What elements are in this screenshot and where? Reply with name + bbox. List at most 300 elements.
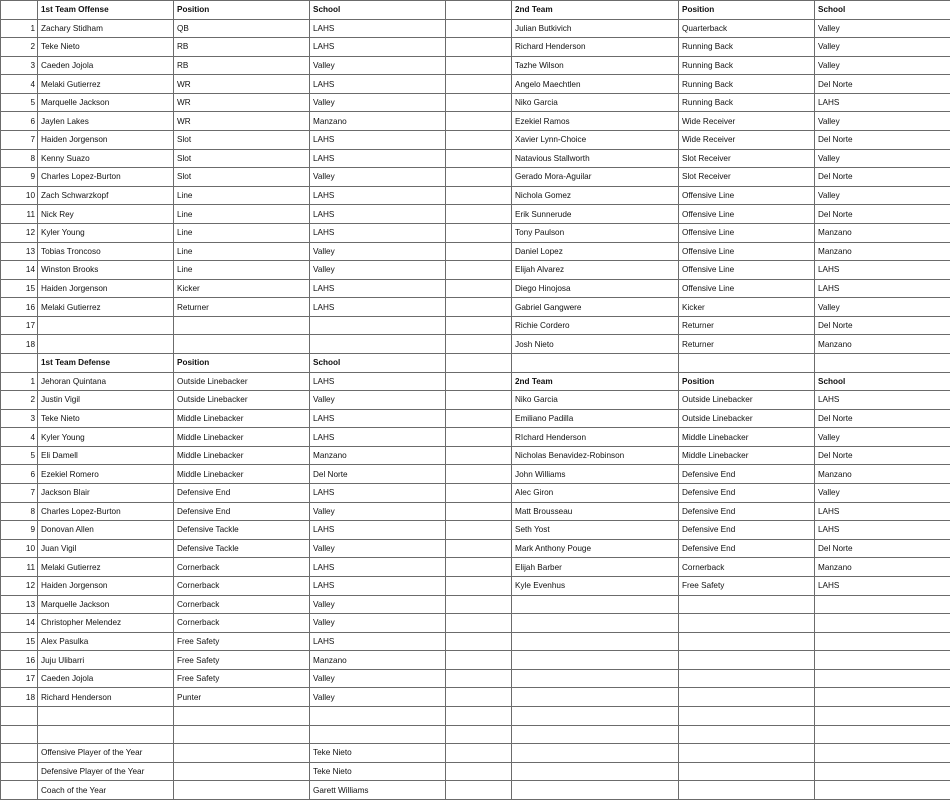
empty-cell <box>446 762 512 781</box>
sheet-row <box>1 149 950 168</box>
sheet-row <box>1 558 950 577</box>
empty-cell <box>446 38 512 57</box>
defense-player-name: Donovan Allen <box>38 521 174 540</box>
empty-cell <box>446 484 512 503</box>
empty-cell <box>512 762 679 781</box>
empty-cell <box>679 353 815 372</box>
sheet-row <box>1 725 950 744</box>
empty-cell <box>446 428 512 447</box>
defense-player-position: Middle Linebacker <box>174 409 310 428</box>
offense2-player-position: Wide Receiver <box>679 112 815 131</box>
offense-position-header: Position <box>174 1 310 20</box>
offense-player-position: RB <box>174 38 310 57</box>
offense2-player-school: Valley <box>815 149 950 168</box>
empty-cell <box>446 446 512 465</box>
offense2-player-school: Valley <box>815 112 950 131</box>
offense-player-name <box>38 335 174 354</box>
offense2-player-position: Slot Receiver <box>679 168 815 187</box>
empty-cell <box>446 725 512 744</box>
empty-cell <box>174 706 310 725</box>
row-number: 12 <box>1 576 38 595</box>
sheet-row <box>1 279 950 298</box>
empty-cell <box>512 706 679 725</box>
row-number: 14 <box>1 261 38 280</box>
sheet-row <box>1 93 950 112</box>
offense2-position-header: Position <box>679 1 815 20</box>
empty-cell <box>1 744 38 763</box>
offense2-player-position: Offensive Line <box>679 186 815 205</box>
row-number: 18 <box>1 335 38 354</box>
empty-cell <box>512 614 679 633</box>
offense-player-position: Line <box>174 186 310 205</box>
offense-player-name: Haiden Jorgenson <box>38 279 174 298</box>
offense2-player-name: Gabriel Gangwere <box>512 298 679 317</box>
sheet-body <box>1 1 950 800</box>
empty-cell <box>174 781 310 800</box>
defense-player-school: Valley <box>310 502 446 521</box>
sheet-row <box>1 19 950 38</box>
sheet-row <box>1 56 950 75</box>
offense2-player-position: Running Back <box>679 75 815 94</box>
empty-cell <box>38 706 174 725</box>
empty-cell <box>446 223 512 242</box>
empty-cell <box>446 75 512 94</box>
defense-player-name: Justin Vigil <box>38 391 174 410</box>
defense-player-position: Cornerback <box>174 614 310 633</box>
defense-player-school: Valley <box>310 669 446 688</box>
sheet-row <box>1 372 950 391</box>
offense-player-name: Haiden Jorgenson <box>38 131 174 150</box>
offense2-player-position: Offensive Line <box>679 261 815 280</box>
defense2-player-position: Middle Linebacker <box>679 446 815 465</box>
empty-cell <box>446 242 512 261</box>
empty-cell <box>446 576 512 595</box>
empty-cell <box>446 168 512 187</box>
offense2-player-name: Nichola Gomez <box>512 186 679 205</box>
sheet-row <box>1 428 950 447</box>
empty-cell <box>1 725 38 744</box>
row-number: 17 <box>1 669 38 688</box>
offense2-player-name: Xavier Lynn-Choice <box>512 131 679 150</box>
empty-cell <box>679 632 815 651</box>
defense-player-school: Valley <box>310 391 446 410</box>
defense-player-school: Manzano <box>310 446 446 465</box>
offense-player-school: Valley <box>310 168 446 187</box>
empty-cell <box>679 744 815 763</box>
empty-cell <box>815 688 950 707</box>
row-number: 1 <box>1 372 38 391</box>
offense2-player-name: Ezekiel Ramos <box>512 112 679 131</box>
defense2-player-school: LAHS <box>815 502 950 521</box>
sheet-row <box>1 391 950 410</box>
offense-player-name: Marquelle Jackson <box>38 93 174 112</box>
empty-cell <box>38 725 174 744</box>
row-number: 16 <box>1 651 38 670</box>
empty-cell <box>512 669 679 688</box>
offense2-player-position: Kicker <box>679 298 815 317</box>
offense2-player-school: Del Norte <box>815 205 950 224</box>
empty-cell <box>174 762 310 781</box>
award-label: Coach of the Year <box>38 781 174 800</box>
row-number: 10 <box>1 539 38 558</box>
offense2-player-position: Wide Receiver <box>679 131 815 150</box>
defense-player-school: LAHS <box>310 632 446 651</box>
sheet-row <box>1 223 950 242</box>
award-winner: Garett Williams <box>310 781 446 800</box>
defense-player-school: LAHS <box>310 576 446 595</box>
empty-cell <box>174 725 310 744</box>
row-number: 2 <box>1 391 38 410</box>
row-number: 16 <box>1 298 38 317</box>
sheet-row <box>1 75 950 94</box>
sheet-row <box>1 186 950 205</box>
defense-player-position: Free Safety <box>174 651 310 670</box>
offense2-player-school: Del Norte <box>815 316 950 335</box>
row-number: 13 <box>1 242 38 261</box>
defense-player-position: Outside Linebacker <box>174 391 310 410</box>
offense2-player-position: Offensive Line <box>679 242 815 261</box>
offense2-player-name: Gerado Mora-Aguilar <box>512 168 679 187</box>
empty-cell <box>446 19 512 38</box>
defense2-position-header: Position <box>679 372 815 391</box>
defense-player-name: Richard Henderson <box>38 688 174 707</box>
defense2-player-name: Elijah Barber <box>512 558 679 577</box>
offense2-player-school: Del Norte <box>815 131 950 150</box>
defense-player-school: LAHS <box>310 409 446 428</box>
defense2-player-school: Del Norte <box>815 446 950 465</box>
sheet-row <box>1 316 950 335</box>
defense-player-position: Defensive Tackle <box>174 521 310 540</box>
empty-cell <box>815 614 950 633</box>
row-number: 3 <box>1 56 38 75</box>
offense2-player-school: Manzano <box>815 223 950 242</box>
empty-cell <box>679 614 815 633</box>
sheet-row <box>1 446 950 465</box>
offense-player-school: LAHS <box>310 38 446 57</box>
defense-player-school: Manzano <box>310 651 446 670</box>
empty-cell <box>446 316 512 335</box>
offense2-player-school: Del Norte <box>815 168 950 187</box>
offense2-player-name: Richard Henderson <box>512 38 679 57</box>
defense2-player-position: Cornerback <box>679 558 815 577</box>
defense-player-name: Eli Damell <box>38 446 174 465</box>
defense-player-name: Alex Pasulka <box>38 632 174 651</box>
offense-player-name: Jaylen Lakes <box>38 112 174 131</box>
offense2-player-position: Slot Receiver <box>679 149 815 168</box>
row-number: 15 <box>1 632 38 651</box>
offense-player-position: WR <box>174 93 310 112</box>
sheet-row <box>1 1 950 20</box>
sheet-row <box>1 502 950 521</box>
defense-player-position: Punter <box>174 688 310 707</box>
offense2-player-school: LAHS <box>815 279 950 298</box>
defense2-player-name: Matt Brousseau <box>512 502 679 521</box>
offense-player-school <box>310 316 446 335</box>
sheet-row <box>1 576 950 595</box>
offense-player-position: Slot <box>174 149 310 168</box>
offense2-player-position: Offensive Line <box>679 223 815 242</box>
offense-player-position: Line <box>174 242 310 261</box>
award-winner: Teke Nieto <box>310 762 446 781</box>
defense2-player-name: Nicholas Benavidez-Robinson <box>512 446 679 465</box>
sheet-row <box>1 484 950 503</box>
empty-cell <box>446 539 512 558</box>
defense-player-name: Juan Vigil <box>38 539 174 558</box>
defense-position-header: Position <box>174 353 310 372</box>
defense2-player-name: Niko Garcia <box>512 391 679 410</box>
offense-player-name <box>38 316 174 335</box>
empty-cell <box>446 372 512 391</box>
row-number: 5 <box>1 93 38 112</box>
offense2-player-position: Running Back <box>679 93 815 112</box>
offense-player-school: LAHS <box>310 223 446 242</box>
defense2-player-position: Defensive End <box>679 521 815 540</box>
offense-player-name: Melaki Gutierrez <box>38 75 174 94</box>
empty-cell <box>446 465 512 484</box>
defense-player-school: Valley <box>310 688 446 707</box>
sheet-row <box>1 744 950 763</box>
defense-player-school: Valley <box>310 614 446 633</box>
offense2-player-school: Valley <box>815 19 950 38</box>
empty-cell <box>815 353 950 372</box>
sheet-row <box>1 168 950 187</box>
offense-player-position <box>174 316 310 335</box>
empty-cell <box>446 409 512 428</box>
empty-cell <box>679 595 815 614</box>
sheet-row <box>1 614 950 633</box>
defense2-player-name: Seth Yost <box>512 521 679 540</box>
offense2-player-school: Manzano <box>815 335 950 354</box>
empty-cell <box>679 762 815 781</box>
offense-player-name: Kenny Suazo <box>38 149 174 168</box>
empty-cell <box>815 762 950 781</box>
sheet-row <box>1 38 950 57</box>
award-label: Defensive Player of the Year <box>38 762 174 781</box>
defense2-player-name: Emiliano Padilla <box>512 409 679 428</box>
offense-school-header: School <box>310 1 446 20</box>
sheet-row <box>1 205 950 224</box>
offense-player-position: Line <box>174 205 310 224</box>
row-number: 13 <box>1 595 38 614</box>
offense-title: 1st Team Offense <box>38 1 174 20</box>
defense-player-position: Middle Linebacker <box>174 428 310 447</box>
offense-player-school: LAHS <box>310 186 446 205</box>
empty-cell <box>512 353 679 372</box>
empty-cell <box>815 744 950 763</box>
row-number: 10 <box>1 186 38 205</box>
defense-player-school: LAHS <box>310 558 446 577</box>
defense2-player-name: Kyle Evenhus <box>512 576 679 595</box>
empty-cell <box>446 205 512 224</box>
offense-player-name: Melaki Gutierrez <box>38 298 174 317</box>
offense-player-school: LAHS <box>310 75 446 94</box>
sheet-row <box>1 112 950 131</box>
defense-player-name: Jehoran Quintana <box>38 372 174 391</box>
empty-cell <box>446 261 512 280</box>
empty-cell <box>446 558 512 577</box>
award-label: Offensive Player of the Year <box>38 744 174 763</box>
defense2-player-position: Middle Linebacker <box>679 428 815 447</box>
offense2-player-school: Del Norte <box>815 75 950 94</box>
row-number: 9 <box>1 521 38 540</box>
defense-player-position: Cornerback <box>174 595 310 614</box>
offense-player-position: WR <box>174 75 310 94</box>
offense2-player-position: Returner <box>679 316 815 335</box>
offense2-player-name: Diego Hinojosa <box>512 279 679 298</box>
offense-player-school <box>310 335 446 354</box>
defense2-player-school: LAHS <box>815 521 950 540</box>
empty-cell <box>446 688 512 707</box>
offense-player-position: RB <box>174 56 310 75</box>
offense-player-school: Valley <box>310 261 446 280</box>
row-number: 12 <box>1 223 38 242</box>
defense2-player-name: John Williams <box>512 465 679 484</box>
row-number: 4 <box>1 428 38 447</box>
row-number: 11 <box>1 205 38 224</box>
offense2-player-school: Valley <box>815 298 950 317</box>
sheet-row <box>1 242 950 261</box>
defense-player-position: Free Safety <box>174 669 310 688</box>
empty-cell <box>815 781 950 800</box>
empty-cell <box>512 781 679 800</box>
defense-player-name: Haiden Jorgenson <box>38 576 174 595</box>
offense2-player-name: Tony Paulson <box>512 223 679 242</box>
offense-player-position: Returner <box>174 298 310 317</box>
offense2-player-position: Returner <box>679 335 815 354</box>
offense2-player-name: Niko Garcia <box>512 93 679 112</box>
sheet-row <box>1 335 950 354</box>
row-number: 8 <box>1 149 38 168</box>
defense-player-position: Defensive End <box>174 484 310 503</box>
empty-cell <box>815 632 950 651</box>
empty-cell <box>446 781 512 800</box>
offense-player-position: Slot <box>174 131 310 150</box>
empty-cell <box>310 706 446 725</box>
offense2-player-school: LAHS <box>815 93 950 112</box>
offense2-player-position: Offensive Line <box>679 279 815 298</box>
empty-cell <box>815 595 950 614</box>
offense-player-position: QB <box>174 19 310 38</box>
offense2-player-name: Erik Sunnerude <box>512 205 679 224</box>
empty-cell <box>679 781 815 800</box>
offense-player-name: Zachary Stidham <box>38 19 174 38</box>
empty-cell <box>1 762 38 781</box>
empty-cell <box>446 502 512 521</box>
defense-player-position: Middle Linebacker <box>174 446 310 465</box>
offense2-player-name: Daniel Lopez <box>512 242 679 261</box>
defense-player-school: LAHS <box>310 484 446 503</box>
empty-cell <box>446 186 512 205</box>
empty-cell <box>446 521 512 540</box>
defense2-player-school: Valley <box>815 428 950 447</box>
offense2-player-name: Richie Cordero <box>512 316 679 335</box>
empty-cell <box>446 93 512 112</box>
offense-player-position: Line <box>174 223 310 242</box>
defense2-player-position: Outside Linebacker <box>679 409 815 428</box>
sheet-row <box>1 688 950 707</box>
offense2-player-school: Valley <box>815 38 950 57</box>
defense-player-position: Free Safety <box>174 632 310 651</box>
offense2-player-name: Julian Butkivich <box>512 19 679 38</box>
empty-cell <box>815 725 950 744</box>
empty-cell <box>446 651 512 670</box>
empty-cell <box>679 651 815 670</box>
defense-player-position: Cornerback <box>174 558 310 577</box>
empty-cell <box>446 335 512 354</box>
defense-player-school: LAHS <box>310 372 446 391</box>
row-number: 6 <box>1 112 38 131</box>
sheet-row <box>1 539 950 558</box>
sheet-row <box>1 706 950 725</box>
defense-player-position: Defensive End <box>174 502 310 521</box>
empty-cell <box>446 744 512 763</box>
sheet-row <box>1 131 950 150</box>
defense-title: 1st Team Defense <box>38 353 174 372</box>
row-number: 18 <box>1 688 38 707</box>
sheet-row <box>1 669 950 688</box>
sheet-row <box>1 595 950 614</box>
offense-player-name: Tobias Troncoso <box>38 242 174 261</box>
defense2-player-school: Del Norte <box>815 539 950 558</box>
offense-player-name: Nick Rey <box>38 205 174 224</box>
defense-player-school: Valley <box>310 539 446 558</box>
empty-cell <box>512 688 679 707</box>
empty-cell <box>679 725 815 744</box>
defense2-player-position: Outside Linebacker <box>679 391 815 410</box>
empty-cell <box>512 725 679 744</box>
empty-cell <box>446 391 512 410</box>
defense2-player-school: LAHS <box>815 391 950 410</box>
offense-player-position: WR <box>174 112 310 131</box>
offense2-title: 2nd Team <box>512 1 679 20</box>
offense2-player-position: Offensive Line <box>679 205 815 224</box>
row-number: 6 <box>1 465 38 484</box>
offense-player-school: Valley <box>310 242 446 261</box>
empty-cell <box>446 131 512 150</box>
offense-player-school: LAHS <box>310 279 446 298</box>
defense2-player-school: Manzano <box>815 558 950 577</box>
row-number: 9 <box>1 168 38 187</box>
defense-player-position: Defensive Tackle <box>174 539 310 558</box>
offense2-player-school: Valley <box>815 56 950 75</box>
empty-cell <box>679 688 815 707</box>
empty-cell <box>446 353 512 372</box>
empty-cell <box>1 781 38 800</box>
offense-player-name: Caeden Jojola <box>38 56 174 75</box>
offense-player-school: LAHS <box>310 19 446 38</box>
empty-cell <box>446 56 512 75</box>
sheet-row <box>1 261 950 280</box>
sheet-row <box>1 465 950 484</box>
defense2-player-position: Defensive End <box>679 502 815 521</box>
sheet-row <box>1 651 950 670</box>
empty-cell <box>512 744 679 763</box>
sheet-row <box>1 409 950 428</box>
sheet-row <box>1 521 950 540</box>
offense-player-position <box>174 335 310 354</box>
row-number: 4 <box>1 75 38 94</box>
defense-player-school: LAHS <box>310 428 446 447</box>
row-number: 2 <box>1 38 38 57</box>
defense2-player-position: Free Safety <box>679 576 815 595</box>
offense-player-position: Kicker <box>174 279 310 298</box>
defense-player-name: Charles Lopez-Burton <box>38 502 174 521</box>
offense-player-position: Line <box>174 261 310 280</box>
offense2-player-name: Natavious Stallworth <box>512 149 679 168</box>
offense2-player-position: Quarterback <box>679 19 815 38</box>
sheet-row <box>1 632 950 651</box>
sheet-row <box>1 762 950 781</box>
